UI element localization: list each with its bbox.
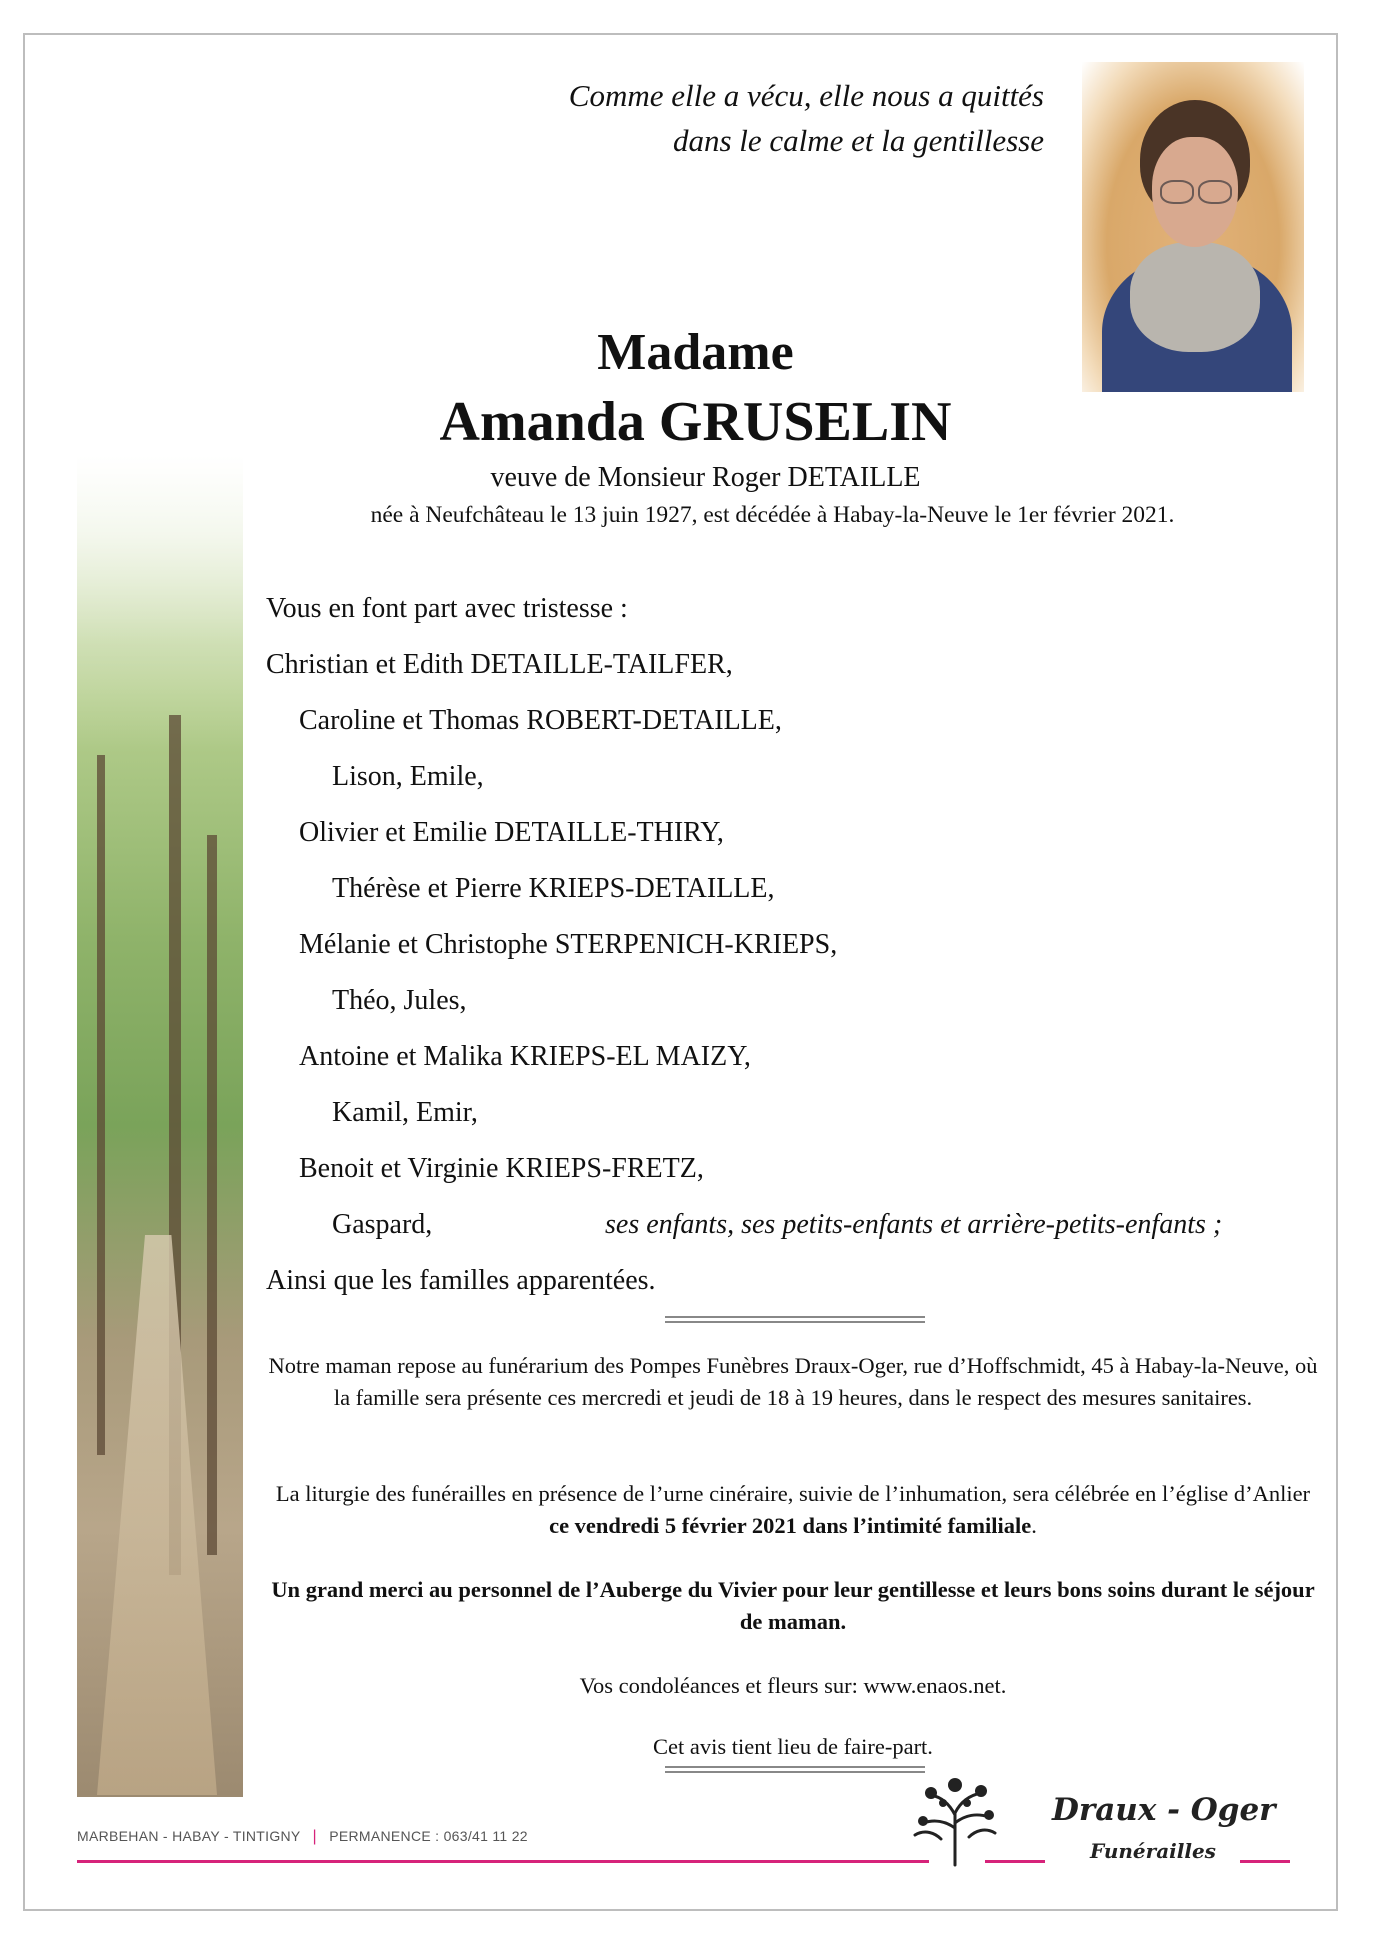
condolences-line: Vos condoléances et fleurs sur: www.enaos.net. <box>579 1673 1007 1698</box>
family-relation: ses enfants, ses petits-enfants et arrière-petits-enfants ; <box>605 1209 1223 1240</box>
family-member: Caroline et Thomas ROBERT-DETAILLE, <box>299 705 782 736</box>
tree-logo-icon <box>905 1773 1005 1868</box>
family-member: Mélanie et Christophe STERPENICH-KRIEPS, <box>299 929 838 960</box>
footer-accent-line-left <box>77 1860 929 1863</box>
forest-path-image <box>77 455 243 1797</box>
family-member: Kamil, Emir, <box>332 1097 478 1128</box>
family-member: Théo, Jules, <box>332 985 467 1016</box>
family-member: Gaspard, <box>332 1209 433 1240</box>
family-member: Lison, Emile, <box>332 761 484 792</box>
brand-name: Draux - Oger <box>1052 1792 1276 1828</box>
separator-bottom <box>665 1766 925 1773</box>
quote-line-2: dans le calme et la gentillesse <box>672 123 1044 158</box>
brand-subtitle: Funérailles <box>1090 1839 1216 1863</box>
footer-divider: | <box>312 1828 317 1845</box>
separator-top <box>665 1316 925 1323</box>
quote-line-1: Comme elle a vécu, elle nous a quittés <box>568 78 1044 113</box>
footer-accent-line-right <box>1240 1860 1290 1863</box>
deceased-name: Amanda GRUSELIN <box>439 391 952 453</box>
notice-line: Cet avis tient lieu de faire-part. <box>653 1734 933 1759</box>
liturgy-info <box>268 1478 1318 1542</box>
footer-locations: MARBEHAN - HABAY - TINTIGNY <box>77 1828 301 1844</box>
family-closing: Ainsi que les familles apparentées. <box>266 1265 656 1296</box>
liturgy-text: La liturgie des funérailles en présence de l’urne cinéraire, suivie de l’inhumation, sera célébrée en l’église d’Anlier <box>275 1481 1311 1506</box>
funerarium-info: Notre maman repose au funérarium des Pompes Funèbres Draux-Oger, rue d’Hoffschmidt, 45 à Habay-la-Neuve, où la famille sera présente ces mercredi et jeudi de 18 à 19 heures, dans le respect des mesures sanitaires. <box>268 1353 1318 1410</box>
birth-death-line: née à Neufchâteau le 13 juin 1927, est décédée à Habay-la-Neuve le 1er février 2021. <box>370 502 1175 528</box>
footer-contact <box>77 1828 528 1846</box>
footer-permanence: PERMANENCE : 063/41 11 22 <box>329 1828 528 1844</box>
family-member: Christian et Edith DETAILLE-TAILFER, <box>266 649 733 680</box>
family-member: Olivier et Emilie DETAILLE-THIRY, <box>299 817 724 848</box>
family-member: Benoit et Virginie KRIEPS-FRETZ, <box>299 1153 704 1184</box>
family-intro: Vous en font part avec tristesse : <box>266 593 628 624</box>
honorific: Madame <box>597 324 794 381</box>
liturgy-date: ce vendredi 5 février 2021 dans l’intimité familiale <box>549 1513 1032 1538</box>
epitaph-quote <box>344 73 1044 163</box>
thanks-message: Un grand merci au personnel de l’Auberge du Vivier pour leur gentillesse et leurs bons soins durant le séjour de maman. <box>271 1577 1315 1634</box>
family-member: Thérèse et Pierre KRIEPS-DETAILLE, <box>332 873 775 904</box>
family-member: Antoine et Malika KRIEPS-EL MAIZY, <box>299 1041 751 1072</box>
widow-of: veuve de Monsieur Roger DETAILLE <box>490 462 921 493</box>
liturgy-end: . <box>1031 1513 1037 1538</box>
